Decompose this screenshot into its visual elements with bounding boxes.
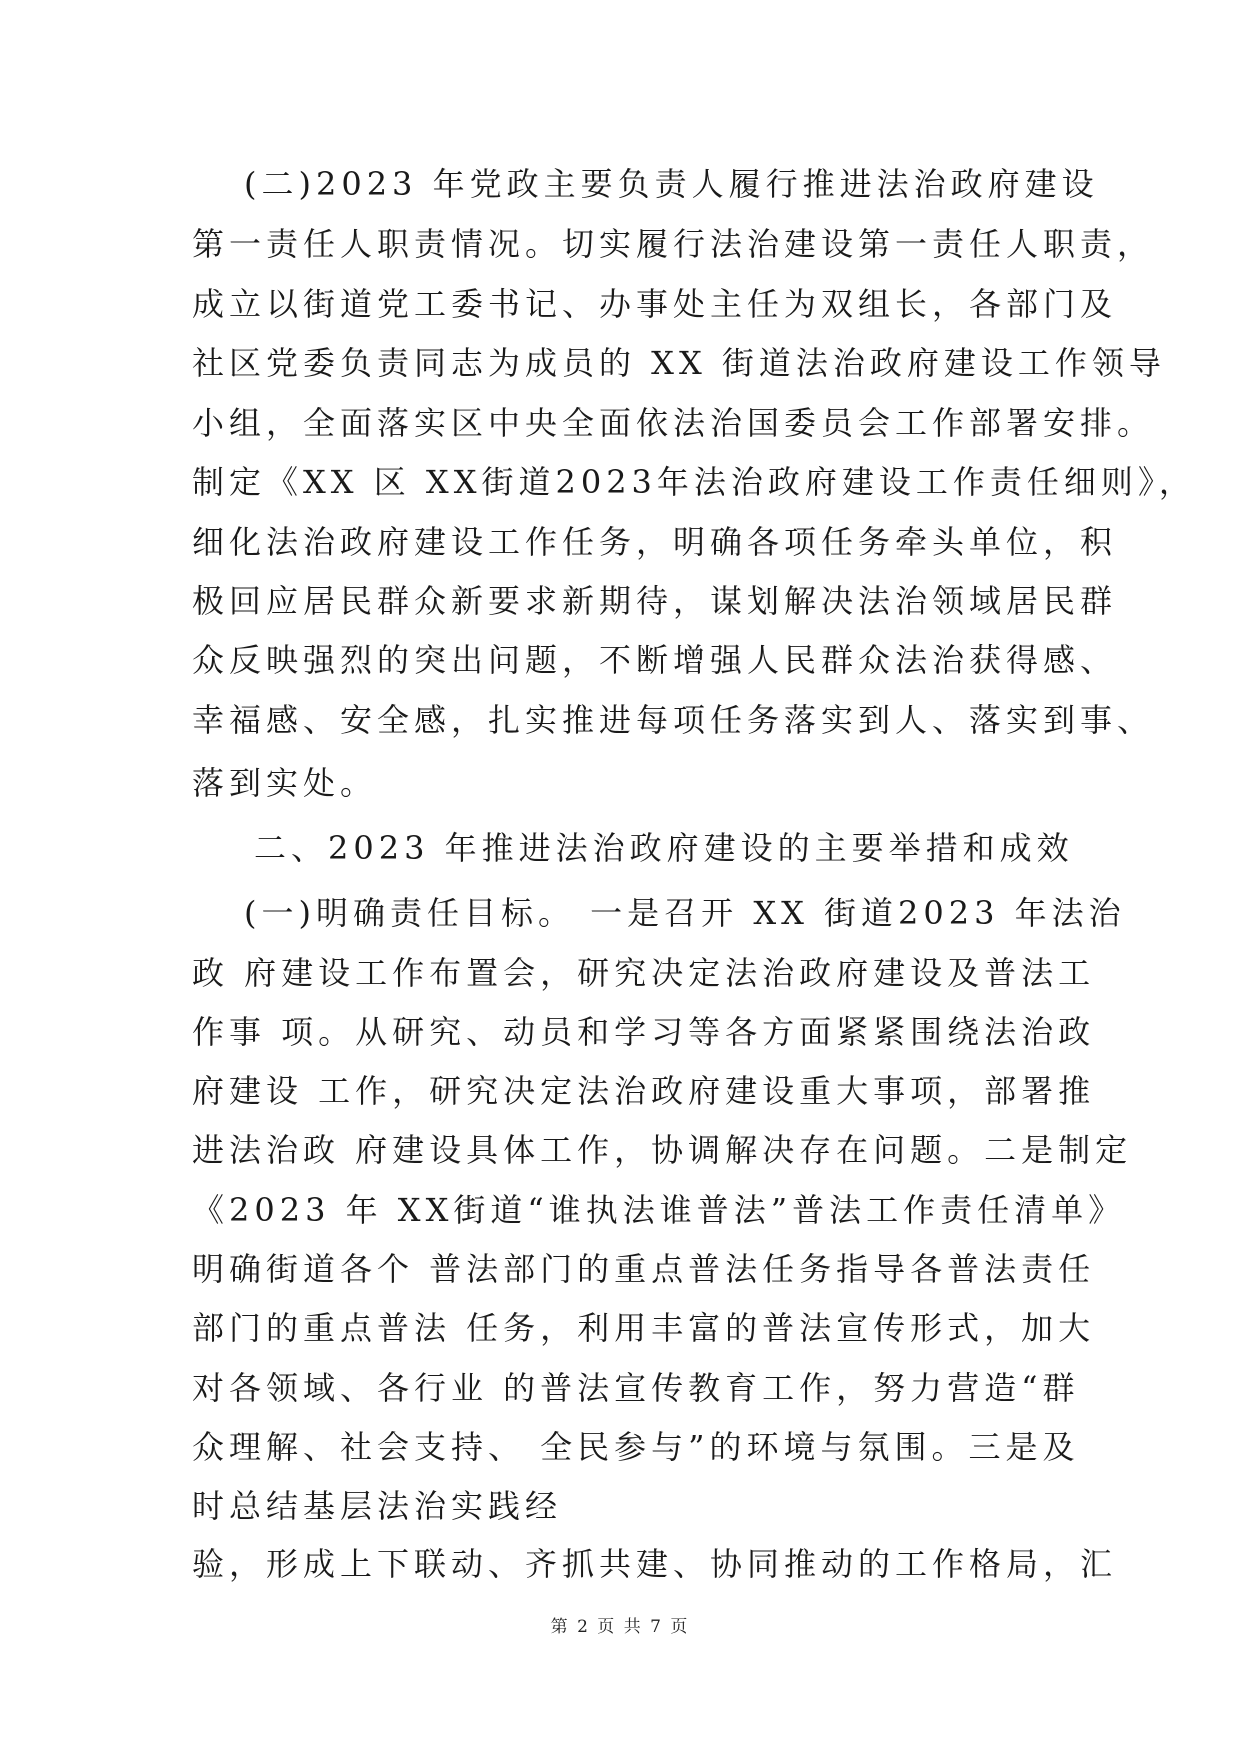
text-line: 第一责任人职责情况。切实履行法治建设第一责任人职责， [192,225,1155,263]
text-line: 时总结基层法治实践经 [192,1487,563,1525]
text-line: 府建设 工作，研究决定法治政府建设重大事项，部署推 [192,1072,1096,1110]
text-line: 对各领域、各行业 的普法宣传教育工作，努力营造“群 [192,1369,1080,1407]
section-heading: 二、2023 年推进法治政府建设的主要举措和成效 [254,829,1074,867]
page-number-footer: 第 2 页 共 7 页 [550,1617,690,1637]
text-line: 政 府建设工作布置会，研究决定法治政府建设及普法工 [192,954,1096,992]
text-line: 众理解、社会支持、 全民参与”的环境与氛围。三是及 [192,1428,1080,1466]
text-line: 部门的重点普法 任务，利用丰富的普法宣传形式，加大 [192,1309,1096,1347]
text-line: 进法治政 府建设具体工作，协调解决存在问题。二是制定 [192,1131,1133,1169]
text-line: 《2023 年 XX街道“谁执法谁普法”普法工作责任清单》 [192,1191,1126,1229]
text-line: 极回应居民群众新要求新期待，谋划解决法治领域居民群 [192,582,1118,620]
text-line: 成立以街道党工委书记、办事处主任为双组长，各部门及 [192,285,1118,323]
text-line: 作事 项。从研究、动员和学习等各方面紧紧围绕法治政 [192,1013,1096,1051]
text-line: 细化法治政府建设工作任务，明确各项任务牵头单位，积 [192,523,1118,561]
text-line: 小组，全面落实区中央全面依法治国委员会工作部署安排。 [192,404,1155,442]
text-line: 社区党委负责同志为成员的 XX 街道法治政府建设工作领导 [192,344,1166,382]
text-line: 明确街道各个 普法部门的重点普法任务指导各普法责任 [192,1250,1096,1288]
text-line: (二)2023 年党政主要负责人履行推进法治政府建设 [244,165,1099,203]
text-line: 众反映强烈的突出问题，不断增强人民群众法治获得感、 [192,641,1118,679]
text-line: 制定《XX 区 XX街道2023年法治政府建设工作责任细则》， [192,463,1196,501]
text-line: 幸福感、安全感，扎实推进每项任务落实到人、落实到事、 [192,701,1155,739]
text-line: (一)明确责任目标。 一是召开 XX 街道2023 年法治 [244,894,1126,932]
text-line: 验，形成上下联动、齐抓共建、协同推动的工作格局，汇 [192,1545,1118,1583]
text-line: 落到实处。 [192,764,378,802]
